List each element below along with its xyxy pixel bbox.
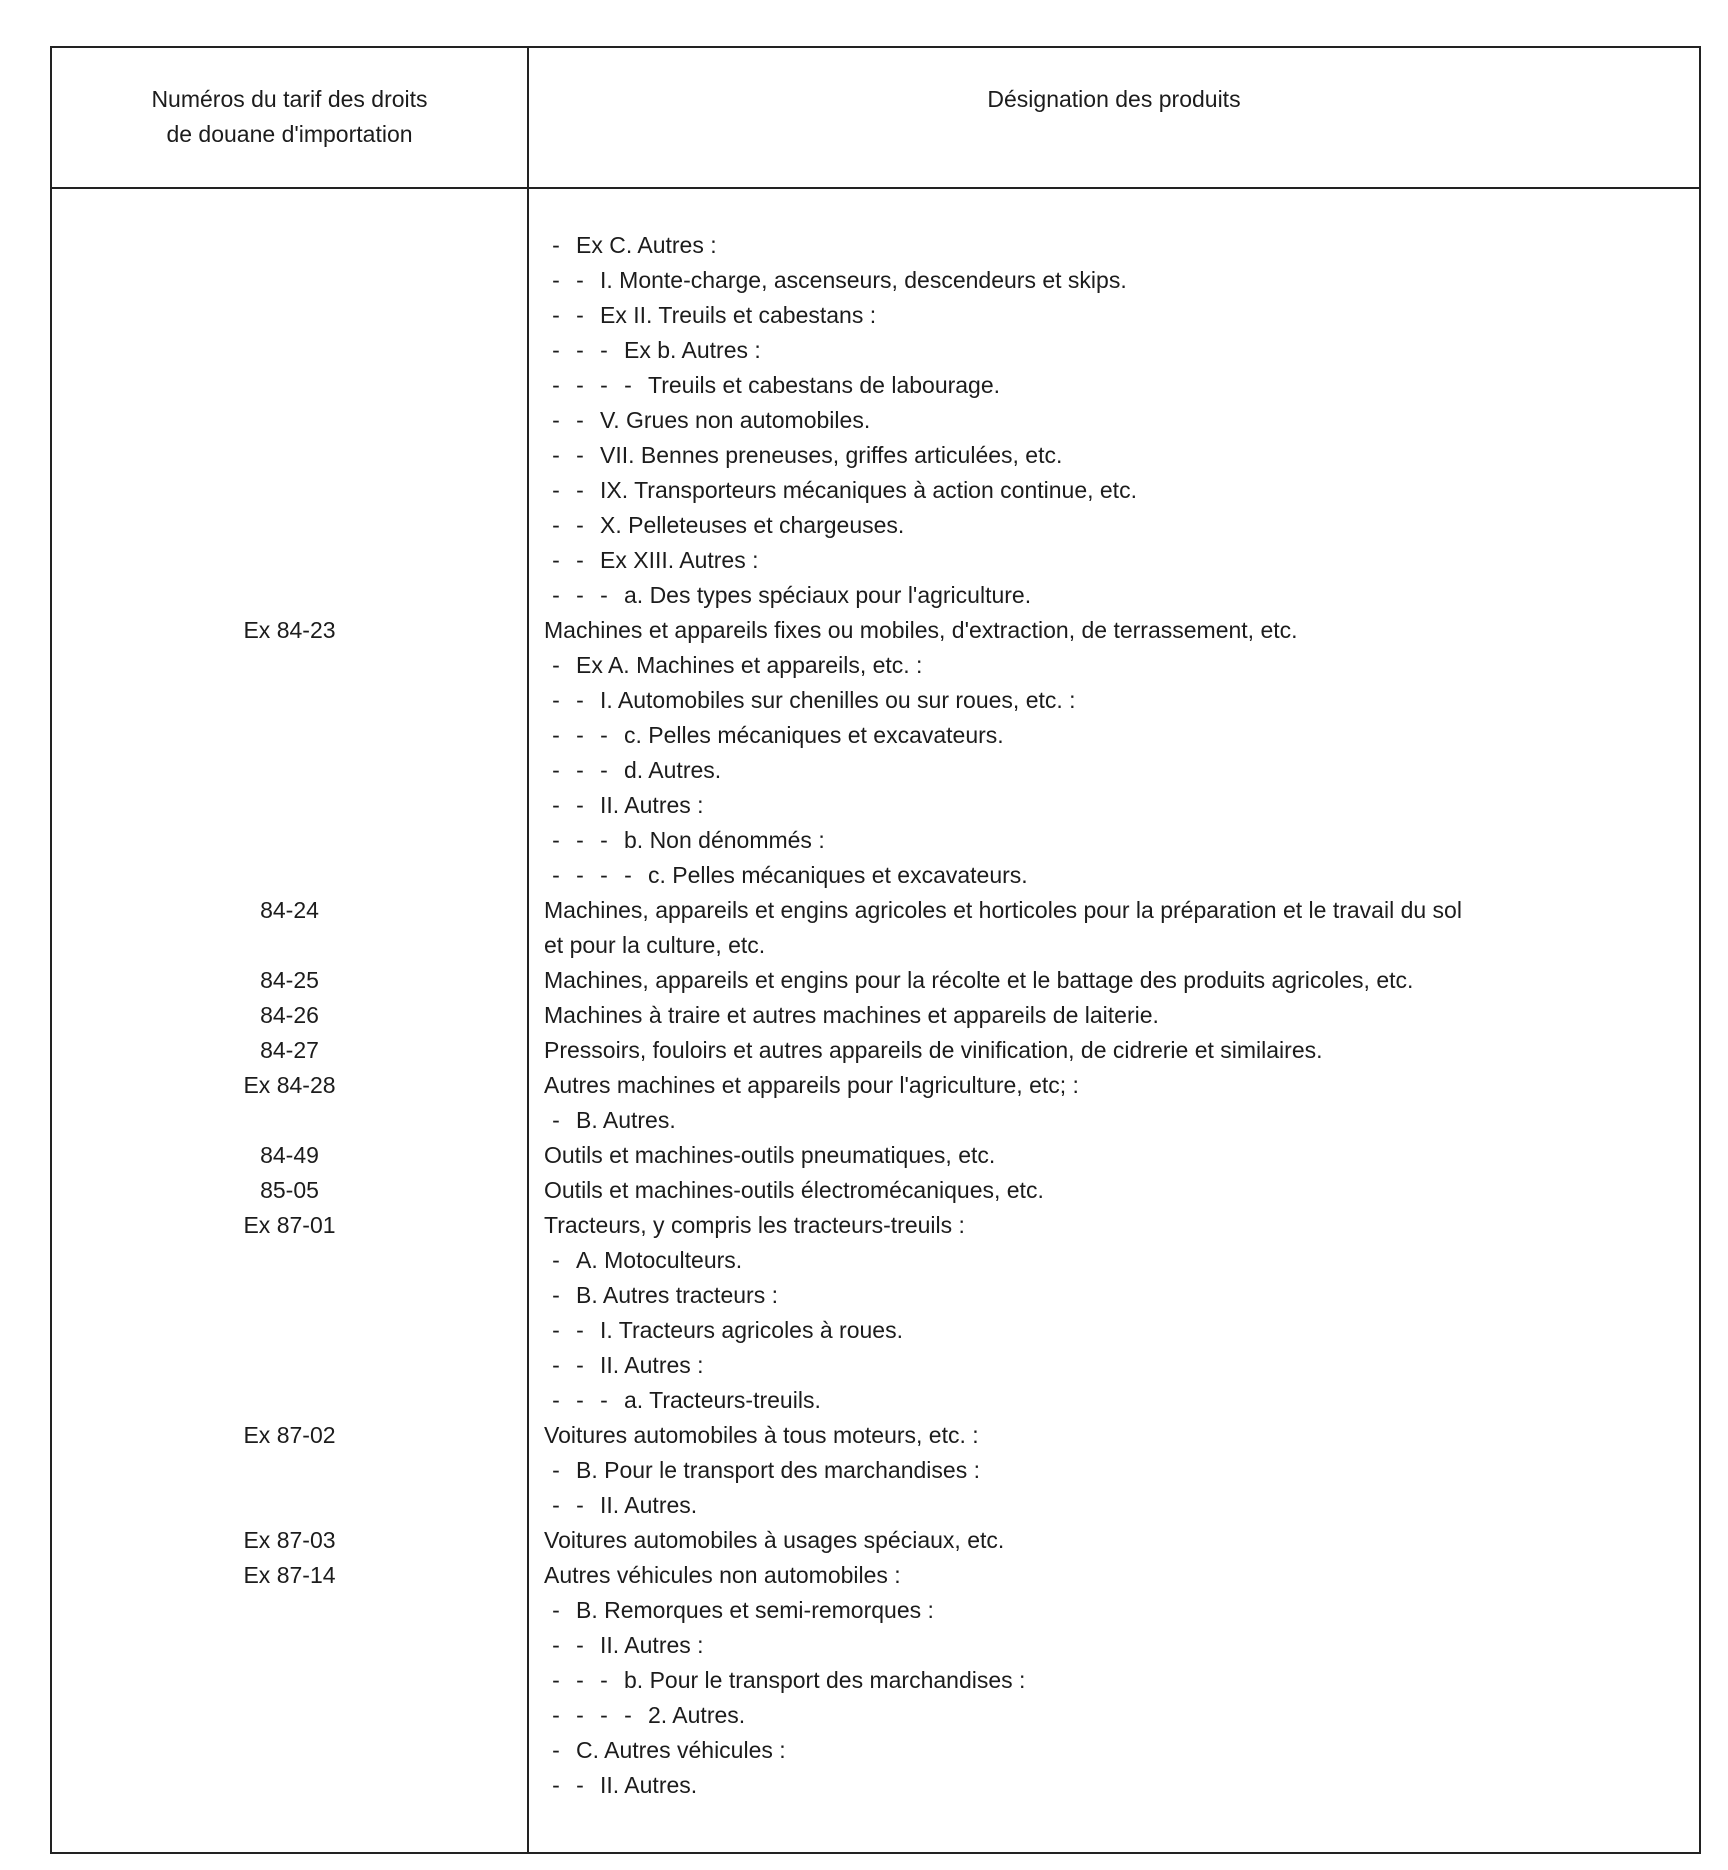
indent-dash: - [600, 722, 608, 748]
designation-text: II. Autres : [600, 792, 704, 818]
table-row [52, 753, 1700, 788]
table-row [52, 788, 1700, 823]
designation-text: VII. Bennes preneuses, griffes articulées, etc. [600, 442, 1063, 468]
designation-text: Ex C. Autres : [576, 232, 717, 258]
indent-dash: - [552, 512, 560, 538]
product-designation [527, 1422, 979, 1449]
product-designation [527, 1282, 778, 1309]
designation-text: Ex A. Machines et appareils, etc. : [576, 652, 923, 678]
table-row [52, 1663, 1700, 1698]
designation-text: Machines à traire et autres machines et appareils de laiterie. [544, 1002, 1159, 1028]
indent-dash: - [576, 582, 584, 608]
tariff-number: Ex 87-02 [243, 1422, 336, 1448]
indent-dash: - [576, 1352, 584, 1378]
product-designation [527, 1142, 995, 1169]
indent-dash: - [552, 337, 560, 363]
designation-text: B. Pour le transport des marchandises : [576, 1457, 980, 1483]
product-designation [527, 1107, 676, 1134]
table-row [52, 228, 1700, 263]
table-row [52, 718, 1700, 753]
product-designation [527, 407, 870, 434]
header-tariff-numbers [52, 82, 527, 152]
product-designation [527, 1737, 786, 1764]
designation-text: I. Monte-charge, ascenseurs, descendeurs et skips. [600, 267, 1127, 293]
indent-dash: - [576, 302, 584, 328]
designation-text: Treuils et cabestans de labourage. [648, 372, 1001, 398]
indent-dash: - [576, 477, 584, 503]
designation-text: c. Pelles mécaniques et excavateurs. [648, 862, 1028, 888]
indent-dash: - [552, 442, 560, 468]
indent-dash: - [576, 1702, 584, 1728]
indent-dash: - [600, 862, 608, 888]
tariff-number: Ex 84-28 [243, 1072, 336, 1098]
indent-dash: - [576, 442, 584, 468]
product-designation [527, 302, 876, 329]
product-designation [527, 512, 904, 539]
indent-dash: - [624, 862, 632, 888]
table-row [52, 1033, 1700, 1068]
table-row [52, 858, 1700, 893]
table-row [52, 1243, 1700, 1278]
indent-dash: - [576, 1387, 584, 1413]
indent-dash: - [576, 1667, 584, 1693]
product-designation [527, 1527, 1004, 1554]
table-row [52, 543, 1700, 578]
designation-text: Outils et machines-outils pneumatiques, etc. [544, 1142, 996, 1168]
tariff-number: Ex 87-01 [243, 1212, 336, 1238]
table-row [52, 1523, 1700, 1558]
tariff-number: Ex 84-23 [243, 617, 336, 643]
table-row [52, 893, 1700, 928]
tariff-number: Ex 87-03 [243, 1527, 336, 1553]
table-row [52, 648, 1700, 683]
indent-dash: - [576, 792, 584, 818]
designation-text: X. Pelleteuses et chargeuses. [600, 512, 905, 538]
product-designation [527, 827, 825, 854]
product-designation [527, 1772, 697, 1799]
indent-dash: - [552, 862, 560, 888]
product-designation [527, 582, 1031, 609]
designation-text: c. Pelles mécaniques et excavateurs. [624, 722, 1004, 748]
tariff-number: 84-25 [260, 967, 319, 993]
product-designation [527, 862, 1028, 889]
designation-text: IX. Transporteurs mécaniques à action continue, etc. [600, 477, 1137, 503]
indent-dash: - [552, 1632, 560, 1658]
product-designation [527, 1352, 704, 1379]
tariff-number: 85-05 [260, 1177, 319, 1203]
product-designation [527, 337, 761, 364]
indent-dash: - [576, 722, 584, 748]
tariff-number: Ex 87-14 [243, 1562, 336, 1588]
product-designation [527, 1632, 704, 1659]
table-row [52, 1453, 1700, 1488]
indent-dash: - [552, 232, 560, 258]
table-row [52, 683, 1700, 718]
table-body [52, 228, 1700, 1803]
product-designation [527, 1667, 1025, 1694]
product-designation [527, 1562, 901, 1589]
indent-dash: - [576, 1317, 584, 1343]
designation-text: A. Motoculteurs. [576, 1247, 743, 1273]
table-row [52, 963, 1700, 998]
designation-text: b. Non dénommés : [624, 827, 825, 853]
indent-dash: - [552, 1737, 560, 1763]
table-row [52, 1208, 1700, 1243]
table-row [52, 1418, 1700, 1453]
designation-text: B. Autres tracteurs : [576, 1282, 778, 1308]
indent-dash: - [576, 1772, 584, 1798]
indent-dash: - [552, 687, 560, 713]
table-row [52, 823, 1700, 858]
product-designation [527, 1317, 903, 1344]
indent-dash: - [576, 1632, 584, 1658]
product-designation [527, 1702, 745, 1729]
indent-dash: - [600, 1667, 608, 1693]
indent-dash: - [552, 407, 560, 433]
product-designation [527, 477, 1137, 504]
designation-text: a. Des types spéciaux pour l'agriculture. [624, 582, 1032, 608]
designation-text: 2. Autres. [648, 1702, 746, 1728]
product-designation [527, 267, 1127, 294]
table-row [52, 473, 1700, 508]
table-row [52, 578, 1700, 613]
indent-dash: - [552, 1667, 560, 1693]
table-row [52, 1558, 1700, 1593]
indent-dash: - [552, 372, 560, 398]
product-designation [527, 232, 717, 259]
designation-text: II. Autres : [600, 1352, 704, 1378]
indent-dash: - [576, 862, 584, 888]
product-designation [527, 687, 1076, 714]
indent-dash: - [600, 582, 608, 608]
designation-text: Voitures automobiles à usages spéciaux, etc. [544, 1527, 1005, 1553]
indent-dash: - [624, 1702, 632, 1728]
indent-dash: - [600, 1387, 608, 1413]
table-row [52, 263, 1700, 298]
indent-dash: - [576, 512, 584, 538]
indent-dash: - [552, 722, 560, 748]
designation-text: Machines et appareils fixes ou mobiles, d'extraction, de terrassement, etc. [544, 617, 1298, 643]
designation-text: Ex XIII. Autres : [600, 547, 759, 573]
designation-text: Machines, appareils et engins agricoles et horticoles pour la préparation et le travail du sol [544, 897, 1462, 923]
designation-text: Tracteurs, y compris les tracteurs-treuils : [544, 1212, 965, 1238]
table-row [52, 998, 1700, 1033]
table-row [52, 1768, 1700, 1803]
indent-dash: - [576, 1492, 584, 1518]
table-row [52, 1278, 1700, 1313]
table-row [52, 438, 1700, 473]
indent-dash: - [552, 267, 560, 293]
indent-dash: - [576, 687, 584, 713]
indent-dash: - [576, 372, 584, 398]
indent-dash: - [552, 1702, 560, 1728]
indent-dash: - [576, 407, 584, 433]
designation-text: Pressoirs, fouloirs et autres appareils de vinification, de cidrerie et similaires. [544, 1037, 1323, 1063]
product-designation [527, 792, 704, 819]
tariff-number: 84-26 [260, 1002, 319, 1028]
indent-dash: - [576, 547, 584, 573]
indent-dash: - [600, 1702, 608, 1728]
product-designation [527, 967, 1413, 994]
table-row [52, 1488, 1700, 1523]
table-row [52, 368, 1700, 403]
product-designation [527, 372, 1000, 399]
table-row [52, 1348, 1700, 1383]
product-designation [527, 1457, 980, 1484]
designation-text: V. Grues non automobiles. [600, 407, 871, 433]
designation-text: II. Autres. [600, 1492, 698, 1518]
indent-dash: - [552, 1352, 560, 1378]
indent-dash: - [552, 1282, 560, 1308]
designation-text: et pour la culture, etc. [544, 932, 766, 958]
product-designation [527, 1387, 821, 1414]
table-row [52, 1138, 1700, 1173]
indent-dash: - [576, 827, 584, 853]
indent-dash: - [552, 1247, 560, 1273]
indent-dash: - [576, 337, 584, 363]
table-row [52, 508, 1700, 543]
designation-text: d. Autres. [624, 757, 722, 783]
indent-dash: - [552, 1107, 560, 1133]
product-designation [527, 1177, 1044, 1204]
designation-text: II. Autres. [600, 1772, 698, 1798]
indent-dash: - [600, 757, 608, 783]
indent-dash: - [552, 477, 560, 503]
table-row [52, 1173, 1700, 1208]
header-divider [50, 187, 1701, 189]
product-designation [527, 897, 1462, 924]
designation-text: Ex b. Autres : [624, 337, 761, 363]
table-row [52, 1383, 1700, 1418]
indent-dash: - [552, 582, 560, 608]
product-designation [527, 442, 1062, 469]
designation-text: C. Autres véhicules : [576, 1737, 786, 1763]
designation-text: b. Pour le transport des marchandises : [624, 1667, 1026, 1693]
product-designation [527, 1212, 965, 1239]
indent-dash: - [552, 1457, 560, 1483]
header-product-designation: Désignation des produits [987, 86, 1241, 112]
designation-text: B. Remorques et semi-remorques : [576, 1597, 934, 1623]
product-designation [527, 1072, 1079, 1099]
product-designation [527, 1597, 934, 1624]
product-designation [527, 1037, 1323, 1064]
product-designation [527, 1247, 742, 1274]
product-designation [527, 722, 1004, 749]
table-row [52, 1698, 1700, 1733]
indent-dash: - [600, 372, 608, 398]
tariff-number: 84-24 [260, 897, 319, 923]
indent-dash: - [552, 652, 560, 678]
indent-dash: - [552, 757, 560, 783]
indent-dash: - [552, 1772, 560, 1798]
indent-dash: - [576, 757, 584, 783]
product-designation [527, 1492, 697, 1519]
table-row [52, 1733, 1700, 1768]
table-row [52, 298, 1700, 333]
table-row [52, 1313, 1700, 1348]
designation-text: B. Autres. [576, 1107, 676, 1133]
indent-dash: - [576, 267, 584, 293]
product-designation [527, 757, 721, 784]
tariff-number: 84-49 [260, 1142, 319, 1168]
product-designation [527, 1002, 1159, 1029]
designation-text: a. Tracteurs-treuils. [624, 1387, 821, 1413]
product-designation [527, 617, 1298, 644]
indent-dash: - [552, 792, 560, 818]
product-designation [527, 652, 922, 679]
indent-dash: - [552, 1597, 560, 1623]
designation-text: Outils et machines-outils électromécaniques, etc. [544, 1177, 1044, 1203]
table-row [52, 928, 1700, 963]
table-row [52, 1103, 1700, 1138]
table-row [52, 1593, 1700, 1628]
designation-text: I. Tracteurs agricoles à roues. [600, 1317, 903, 1343]
indent-dash: - [552, 1317, 560, 1343]
designation-text: I. Automobiles sur chenilles ou sur roues, etc. : [600, 687, 1076, 713]
table-row [52, 613, 1700, 648]
table-row [52, 1068, 1700, 1103]
table-row [52, 333, 1700, 368]
designation-text: Autres véhicules non automobiles : [544, 1562, 901, 1588]
indent-dash: - [552, 1492, 560, 1518]
designation-text: Ex II. Treuils et cabestans : [600, 302, 877, 328]
indent-dash: - [600, 337, 608, 363]
indent-dash: - [552, 547, 560, 573]
designation-text: II. Autres : [600, 1632, 704, 1658]
designation-text: Voitures automobiles à tous moteurs, etc. : [544, 1422, 979, 1448]
table-row [52, 1628, 1700, 1663]
designation-text: Autres machines et appareils pour l'agriculture, etc; : [544, 1072, 1079, 1098]
indent-dash: - [624, 372, 632, 398]
product-designation [527, 547, 759, 574]
indent-dash: - [552, 302, 560, 328]
header-tariff-line1: Numéros du tarif des droits [151, 86, 428, 112]
table-row [52, 403, 1700, 438]
indent-dash: - [600, 827, 608, 853]
tariff-number: 84-27 [260, 1037, 319, 1063]
designation-text: Machines, appareils et engins pour la récolte et le battage des produits agricoles, etc. [544, 967, 1414, 993]
indent-dash: - [552, 827, 560, 853]
header-tariff-line2: de douane d'importation [166, 121, 413, 147]
product-designation [527, 932, 765, 959]
indent-dash: - [552, 1387, 560, 1413]
